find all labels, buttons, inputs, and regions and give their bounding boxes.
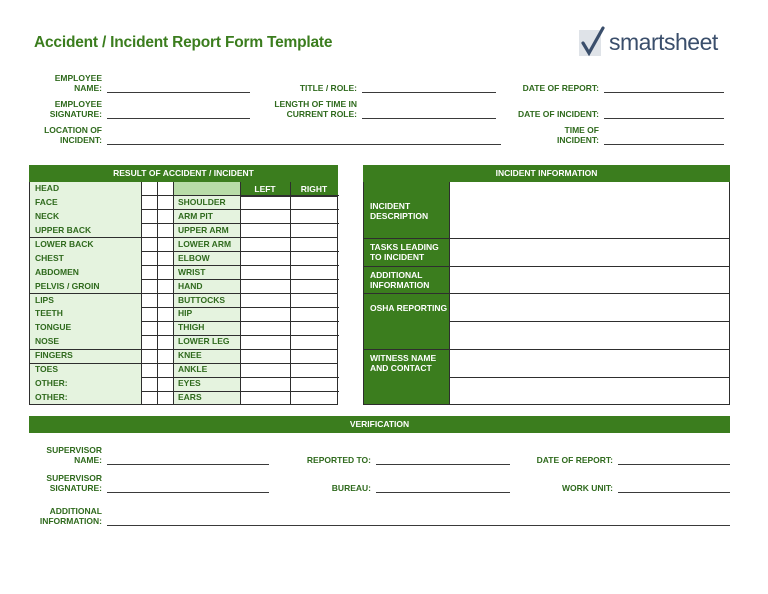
result-label-upper-arm: UPPER ARM xyxy=(178,224,229,235)
result-right-cell[interactable] xyxy=(290,377,338,391)
result-label-knee: KNEE xyxy=(178,350,202,361)
osha-reporting-field[interactable] xyxy=(450,294,729,349)
incident-info-table xyxy=(363,182,730,405)
tasks-leading-field[interactable] xyxy=(450,239,729,266)
result-label-pelvis-groin: PELVIS / GROIN xyxy=(35,280,100,291)
result-checkbox-col1[interactable] xyxy=(141,321,157,335)
result-label-row-0 xyxy=(173,182,240,196)
result-label-other: OTHER: xyxy=(35,378,68,389)
form-title: Accident / Incident Report Form Template xyxy=(34,34,333,51)
result-checkbox-col1[interactable] xyxy=(141,266,157,280)
result-label-lower-back: LOWER BACK xyxy=(35,238,94,249)
result-checkbox-col1[interactable] xyxy=(141,307,157,321)
result-label-wrist: WRIST xyxy=(178,266,206,277)
result-left-cell[interactable] xyxy=(240,210,290,224)
result-label-ankle: ANKLE xyxy=(178,364,208,375)
result-right-cell[interactable] xyxy=(290,294,338,308)
result-label-hip: HIP xyxy=(178,308,193,319)
result-label-chest: CHEST xyxy=(35,252,64,263)
result-label-eyes: EYES xyxy=(178,378,201,389)
osha-reporting-label: OSHA REPORTING xyxy=(370,303,448,313)
result-label-ears: EARS xyxy=(178,392,202,403)
result-label-face: FACE xyxy=(35,196,58,207)
verification-date-label: DATE OF REPORT: xyxy=(536,455,613,465)
result-label-neck: NECK xyxy=(35,210,60,221)
witness-field[interactable] xyxy=(450,350,729,404)
additional-info-field[interactable] xyxy=(450,267,729,293)
result-checkbox-col1[interactable] xyxy=(141,391,157,405)
additional-information-field[interactable] xyxy=(107,525,730,526)
result-checkbox-col1[interactable] xyxy=(141,210,157,224)
result-right-cell[interactable] xyxy=(290,363,338,377)
title-role-field[interactable] xyxy=(362,92,496,93)
supervisor-name-field[interactable] xyxy=(107,464,269,465)
result-right-cell[interactable] xyxy=(290,238,338,252)
date-of-incident-label: DATE OF INCIDENT: xyxy=(517,109,599,119)
result-label-teeth: TEETH xyxy=(35,308,63,319)
smartsheet-logo xyxy=(578,26,738,62)
left-header: LEFT xyxy=(240,182,290,196)
result-right-cell[interactable] xyxy=(290,307,338,321)
result-label-toes: TOES xyxy=(35,364,58,375)
bureau-label: BUREAU: xyxy=(331,483,371,493)
result-right-cell[interactable] xyxy=(290,280,338,294)
bureau-field[interactable] xyxy=(376,492,510,493)
verification-date-field[interactable] xyxy=(618,464,730,465)
length-of-time-field[interactable] xyxy=(362,118,496,119)
result-label-head: HEAD xyxy=(35,183,60,193)
supervisor-signature-label: SUPERVISOR SIGNATURE: xyxy=(46,473,102,493)
location-field[interactable] xyxy=(107,144,501,145)
result-right-cell[interactable] xyxy=(290,321,338,335)
result-left-cell[interactable] xyxy=(240,363,290,377)
result-label-fingers: FINGERS xyxy=(35,350,73,361)
incident-description-label: INCIDENT DESCRIPTION xyxy=(370,201,429,221)
result-checkbox-col1[interactable] xyxy=(141,363,157,377)
work-unit-label: WORK UNIT: xyxy=(562,483,613,493)
location-label: LOCATION OF INCIDENT: xyxy=(44,125,102,145)
result-checkbox-col1[interactable] xyxy=(141,377,157,391)
result-left-cell[interactable] xyxy=(240,335,290,349)
additional-info-label: ADDITIONAL INFORMATION xyxy=(370,270,430,290)
title-role-label: TITLE / ROLE: xyxy=(299,83,357,93)
result-checkbox-col1[interactable] xyxy=(141,294,157,308)
result-left-cell[interactable] xyxy=(240,280,290,294)
result-checkbox-col1[interactable] xyxy=(141,252,157,266)
result-right-cell[interactable] xyxy=(290,349,338,363)
result-label-abdomen: ABDOMEN xyxy=(35,266,79,277)
result-right-cell[interactable] xyxy=(290,266,338,280)
result-label-hand: HAND xyxy=(178,280,203,291)
reported-to-field[interactable] xyxy=(376,464,510,465)
tasks-leading-label: TASKS LEADING TO INCIDENT xyxy=(370,242,439,262)
date-of-report-field[interactable] xyxy=(604,92,724,93)
result-right-cell[interactable] xyxy=(290,335,338,349)
result-checkbox-col1[interactable] xyxy=(141,238,157,252)
result-label-lower-leg: LOWER LEG xyxy=(178,336,230,347)
result-label-other: OTHER: xyxy=(35,392,68,403)
incident-info-heading: INCIDENT INFORMATION xyxy=(363,165,730,182)
result-left-cell[interactable] xyxy=(240,321,290,335)
result-label-upper-back: UPPER BACK xyxy=(35,224,92,235)
result-left-cell[interactable] xyxy=(240,391,290,405)
result-label-buttocks: BUTTOCKS xyxy=(178,294,226,305)
date-of-report-label: DATE OF REPORT: xyxy=(522,83,599,93)
logo-text: smartsheet xyxy=(609,29,718,55)
right-header: RIGHT xyxy=(290,182,338,196)
employee-signature-label: EMPLOYEE SIGNATURE: xyxy=(49,99,102,119)
result-right-cell[interactable] xyxy=(290,252,338,266)
reported-to-label: REPORTED TO: xyxy=(306,455,371,465)
work-unit-field[interactable] xyxy=(618,492,730,493)
checkmark-icon xyxy=(578,26,606,60)
result-label-lower-arm: LOWER ARM xyxy=(178,238,232,249)
result-checkbox-col1[interactable] xyxy=(141,224,157,238)
time-of-incident-label: TIME OF INCIDENT: xyxy=(556,125,599,145)
result-label-arm-pit: ARM PIT xyxy=(178,210,213,221)
date-of-incident-field[interactable] xyxy=(604,118,724,119)
length-of-time-label: LENGTH OF TIME IN CURRENT ROLE: xyxy=(274,99,357,119)
result-label-tongue: TONGUE xyxy=(35,322,72,333)
result-left-cell[interactable] xyxy=(240,224,290,238)
time-of-incident-field[interactable] xyxy=(604,144,724,145)
result-label-elbow: ELBOW xyxy=(178,252,210,263)
result-right-cell[interactable] xyxy=(290,196,338,210)
result-checkbox-col1[interactable] xyxy=(141,349,157,363)
result-checkbox-col1[interactable] xyxy=(141,280,157,294)
result-label-lips: LIPS xyxy=(35,294,54,305)
result-left-cell[interactable] xyxy=(240,266,290,280)
result-left-cell[interactable] xyxy=(240,238,290,252)
result-left-cell[interactable] xyxy=(240,349,290,363)
result-right-cell[interactable] xyxy=(290,224,338,238)
result-right-cell[interactable] xyxy=(290,391,338,405)
result-left-cell[interactable] xyxy=(240,377,290,391)
witness-label: WITNESS NAME AND CONTACT xyxy=(370,353,437,373)
results-heading: RESULT OF ACCIDENT / INCIDENT xyxy=(29,165,338,182)
employee-name-field[interactable] xyxy=(107,92,250,93)
result-label-nose: NOSE xyxy=(35,336,60,347)
result-label-shoulder: SHOULDER xyxy=(178,196,226,207)
result-checkbox-col1[interactable] xyxy=(141,182,157,196)
verification-heading: VERIFICATION xyxy=(29,416,730,433)
supervisor-name-label: SUPERVISOR NAME: xyxy=(46,445,102,465)
result-left-cell[interactable] xyxy=(240,294,290,308)
result-left-cell[interactable] xyxy=(240,196,290,210)
result-left-cell[interactable] xyxy=(240,307,290,321)
additional-information-label: ADDITIONAL INFORMATION: xyxy=(39,506,102,526)
result-checkbox-col1[interactable] xyxy=(141,196,157,210)
result-label-thigh: THIGH xyxy=(178,322,205,333)
incident-description-field[interactable] xyxy=(450,182,729,238)
result-right-cell[interactable] xyxy=(290,210,338,224)
results-table xyxy=(29,182,338,405)
employee-name-label: EMPLOYEE NAME: xyxy=(54,73,102,93)
result-left-cell[interactable] xyxy=(240,252,290,266)
employee-signature-field[interactable] xyxy=(107,118,250,119)
result-checkbox-col1[interactable] xyxy=(141,335,157,349)
supervisor-signature-field[interactable] xyxy=(107,492,269,493)
